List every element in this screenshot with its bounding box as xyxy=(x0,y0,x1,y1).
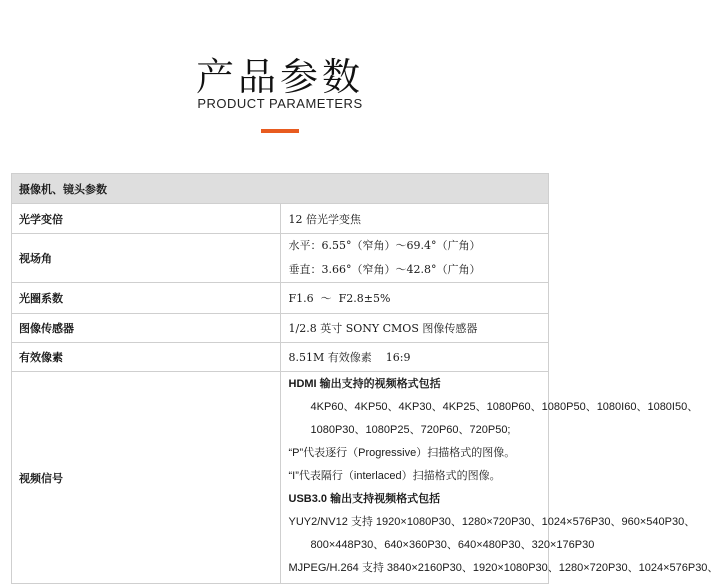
section-header-row xyxy=(12,174,549,204)
video-mjpeg-formats: MJPEG/H.264 支持 3840×2160P30、1920×1080P30、1280×720P30、1024×576P30、 xyxy=(288,562,718,574)
row-value-aperture: F1.6 ～ F2.8±5% xyxy=(280,283,549,314)
table-row xyxy=(12,314,549,343)
fov-horizontal: 水平：6.55°（窄角）～69.4°（广角） xyxy=(288,239,481,252)
row-label-zoom: 光学变倍 xyxy=(12,204,281,234)
table-row xyxy=(12,343,549,372)
title-accent-bar xyxy=(261,129,299,133)
page-header xyxy=(0,0,560,150)
page-subtitle: PRODUCT PARAMETERS xyxy=(197,96,363,111)
row-value-zoom: 12 倍光学变焦 xyxy=(280,204,549,234)
row-label-aperture: 光圈系数 xyxy=(12,283,281,314)
row-value-video xyxy=(280,372,718,584)
fov-vertical: 垂直：3.66°（窄角）～42.8°（广角） xyxy=(288,263,481,276)
table-row xyxy=(12,234,549,283)
table-row xyxy=(12,283,549,314)
table-row xyxy=(12,372,549,584)
row-label-sensor: 图像传感器 xyxy=(12,314,281,343)
row-label-fov: 视场角 xyxy=(12,234,281,283)
video-yuy2-formats-2: 800×448P30、640×360P30、640×480P30、320×176P30 xyxy=(310,539,595,551)
row-value-pixels: 8.51M 有效像素 16:9 xyxy=(280,343,549,372)
video-usb-heading: USB3.0 输出支持视频格式包括 xyxy=(288,493,441,505)
row-label-video: 视频信号 xyxy=(12,372,281,584)
row-value-fov xyxy=(280,234,549,283)
parameters-table xyxy=(11,173,718,584)
video-hdmi-heading: HDMI 输出支持的视频格式包括 xyxy=(288,378,441,390)
video-interlaced-note: “I”代表隔行（interlaced）扫描格式的图像。 xyxy=(288,470,501,482)
section-title: 摄像机、镜头参数 xyxy=(12,174,549,204)
video-progressive-note: “P”代表逐行（Progressive）扫描格式的图像。 xyxy=(288,447,516,459)
video-yuy2-formats-1: YUY2/NV12 支持 1920×1080P30、1280×720P30、1024×576P30、960×540P30、 xyxy=(288,516,696,528)
row-label-pixels: 有效像素 xyxy=(12,343,281,372)
row-value-sensor: 1/2.8 英寸 SONY CMOS 图像传感器 xyxy=(280,314,549,343)
page-title: 产品参数 xyxy=(195,55,364,99)
table-row xyxy=(12,204,549,234)
video-hdmi-formats-2: 1080P30、1080P25、720P60、720P50; xyxy=(310,424,511,436)
video-hdmi-formats-1: 4KP60、4KP50、4KP30、4KP25、1080P60、1080P50、1080I60、1080I50、 xyxy=(310,401,699,413)
